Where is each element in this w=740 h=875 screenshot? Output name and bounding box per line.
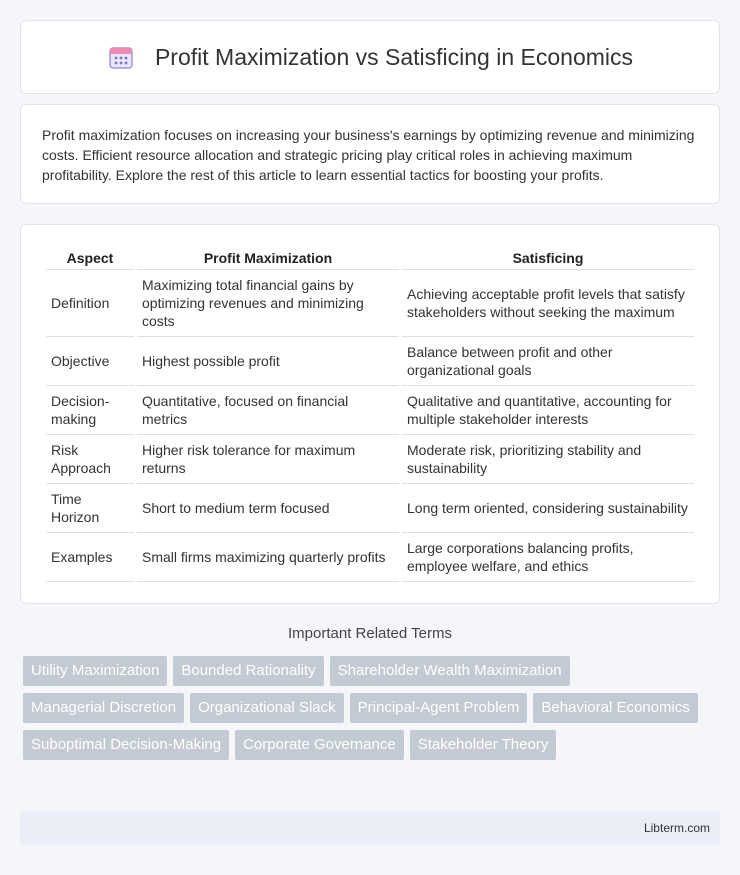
- table-row: [46, 484, 694, 533]
- cell-profit-maximization: Short to medium term focused: [137, 484, 399, 533]
- intro-text: Profit maximization focuses on increasing your business's earnings by optimizing revenue and minimizing costs. Efficient resource allocation and strategic pricing play critical roles in achieving maximum profitability. Explore the rest of this article to learn essential tactics for boosting your profits.: [42, 127, 695, 183]
- table-row: [46, 337, 694, 386]
- page-title: Profit Maximization vs Satisficing in Economics: [154, 43, 634, 70]
- cell-aspect: Examples: [46, 533, 134, 582]
- cell-profit-maximization: Small firms maximizing quarterly profits: [137, 533, 399, 582]
- table-header-row: [46, 247, 694, 270]
- cell-satisficing: Qualitative and quantitative, accounting for multiple stakeholder interests: [402, 386, 694, 435]
- term-tag[interactable]: Behavioral Economics: [533, 693, 697, 723]
- cell-aspect: Definition: [46, 270, 134, 337]
- related-terms-title: Important Related Terms: [288, 625, 452, 642]
- cell-profit-maximization: Highest possible profit: [137, 337, 399, 386]
- term-tag[interactable]: Stakeholder Theory: [410, 730, 557, 760]
- related-terms-list: [23, 656, 723, 760]
- table-row: [46, 435, 694, 484]
- cell-satisficing: Moderate risk, prioritizing stability and sustainability: [402, 435, 694, 484]
- table-row: [46, 386, 694, 435]
- cell-profit-maximization: Maximizing total financial gains by optimizing revenues and minimizing costs: [137, 270, 399, 337]
- cell-aspect: Decision-making: [46, 386, 134, 435]
- term-tag[interactable]: Managerial Discretion: [23, 693, 184, 723]
- header-satisficing: Satisficing: [402, 247, 694, 270]
- term-tag[interactable]: Principal-Agent Problem: [350, 693, 528, 723]
- table-row: [46, 270, 694, 337]
- comparison-table: [43, 247, 697, 582]
- header-aspect: Aspect: [46, 247, 134, 270]
- table-row: [46, 533, 694, 582]
- term-tag[interactable]: Shareholder Wealth Maximization: [330, 656, 570, 686]
- footer-site-link[interactable]: Libterm.com: [643, 821, 710, 835]
- header-card: [20, 20, 720, 94]
- comparison-card: [20, 224, 720, 604]
- cell-satisficing: Long term oriented, considering sustainability: [402, 484, 694, 533]
- term-tag[interactable]: Corporate Governance: [235, 730, 404, 760]
- header-profit-maximization: Profit Maximization: [137, 247, 399, 270]
- cell-profit-maximization: Quantitative, focused on financial metrics: [137, 386, 399, 435]
- intro-card: [20, 104, 720, 204]
- term-tag[interactable]: Suboptimal Decision-Making: [23, 730, 229, 760]
- term-tag[interactable]: Organizational Slack: [190, 693, 344, 723]
- calendar-icon: [107, 43, 135, 71]
- cell-profit-maximization: Higher risk tolerance for maximum returns: [137, 435, 399, 484]
- cell-aspect: Risk Approach: [46, 435, 134, 484]
- term-tag[interactable]: Bounded Rationality: [173, 656, 323, 686]
- cell-aspect: Time Horizon: [46, 484, 134, 533]
- cell-satisficing: Achieving acceptable profit levels that satisfy stakeholders without seeking the maximum: [402, 270, 694, 337]
- term-tag[interactable]: Utility Maximization: [23, 656, 167, 686]
- cell-satisficing: Large corporations balancing profits, employee welfare, and ethics: [402, 533, 694, 582]
- cell-aspect: Objective: [46, 337, 134, 386]
- cell-satisficing: Balance between profit and other organizational goals: [402, 337, 694, 386]
- footer: [20, 811, 720, 845]
